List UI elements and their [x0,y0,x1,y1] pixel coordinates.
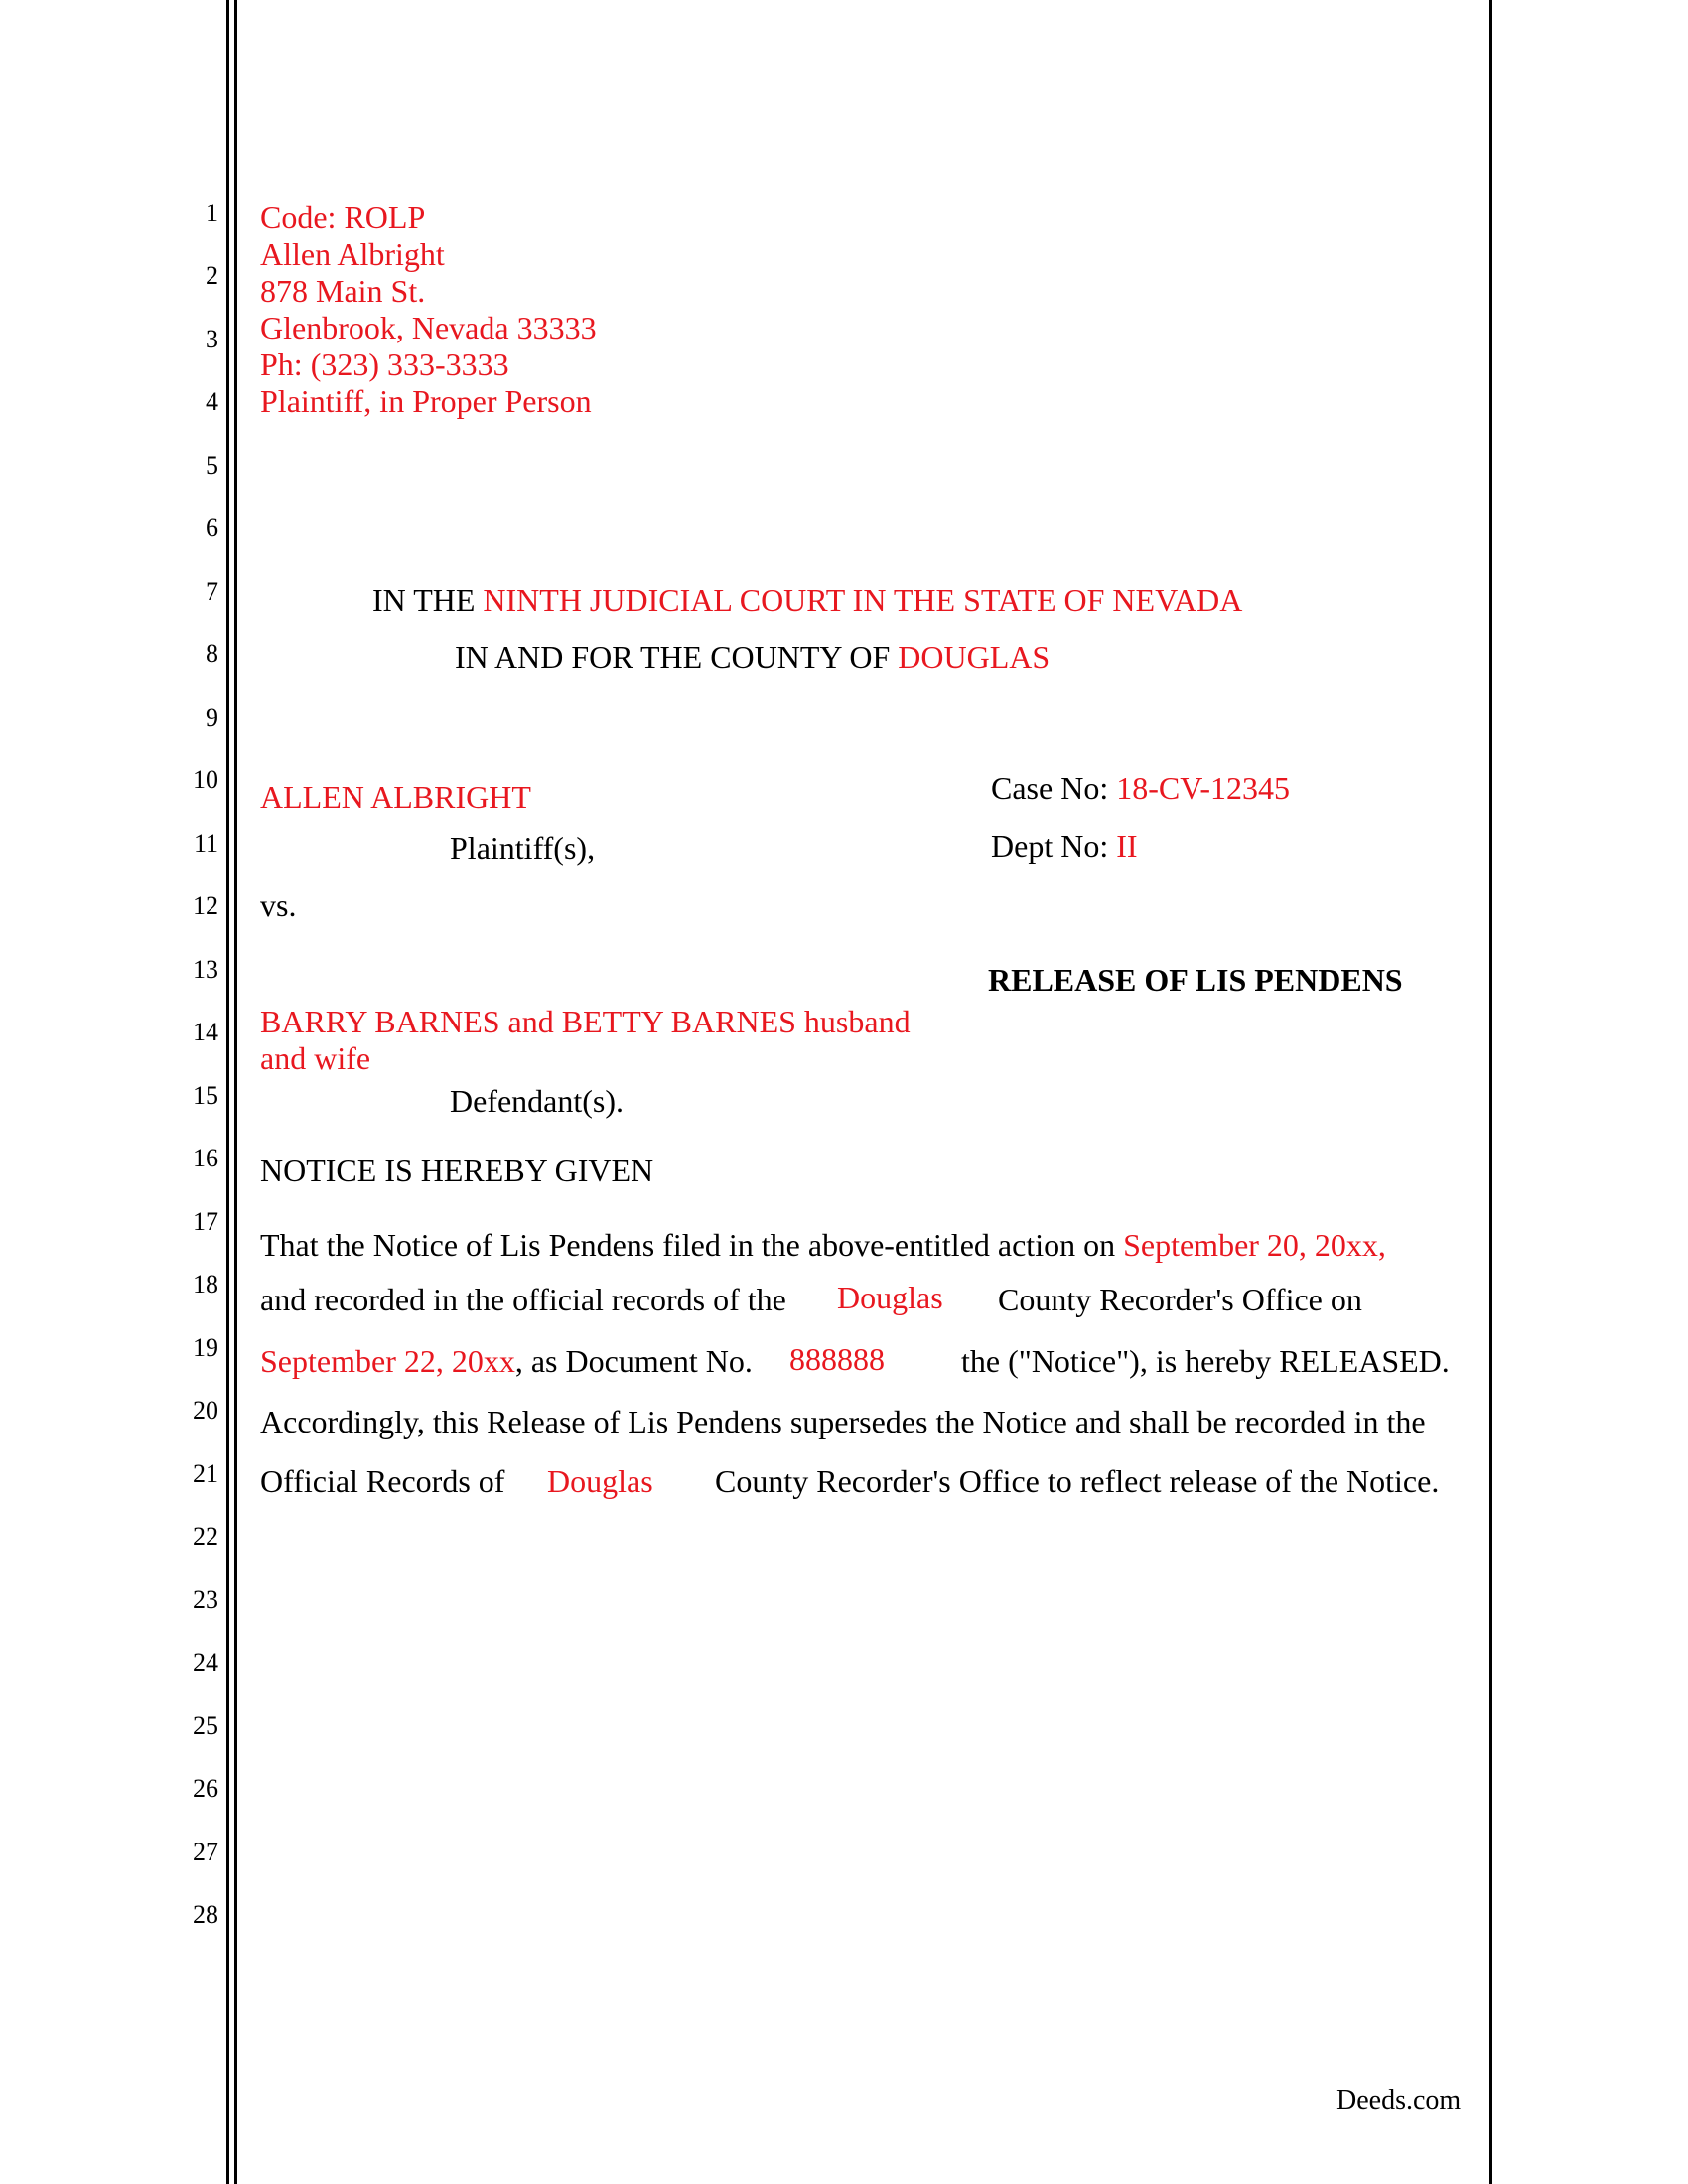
body-line-19 [260,1342,753,1380]
line-number: 7 [206,577,218,606]
line-number: 3 [206,325,218,353]
line-number: 16 [193,1144,218,1172]
notice-recorded-date: September 22, 20xx [260,1343,515,1379]
county-prefix: IN AND FOR THE COUNTY OF [455,639,891,675]
line-number: 1 [206,199,218,227]
party-phone: Ph: (323) 333-3333 [260,346,509,382]
notice-heading: NOTICE IS HEREBY GIVEN [260,1153,654,1188]
line-number: 6 [206,513,218,542]
dept-label: Dept No: [991,828,1109,864]
plaintiff-name: ALLEN ALBRIGHT [260,779,531,815]
footer-brand: Deeds.com [1336,2085,1462,2116]
line-number: 15 [193,1081,218,1110]
line-number: 26 [193,1774,218,1803]
body-line-21 [260,1462,504,1500]
line-number: 2 [206,261,218,290]
body-text: the ("Notice"), is hereby RELEASED. [961,1343,1450,1379]
defendant-name-line2: and wife [260,1040,371,1076]
line-number: 19 [193,1333,218,1362]
recorder-county: Douglas [837,1280,943,1315]
line-number: 23 [193,1585,218,1614]
dept-number: II [1116,828,1138,864]
body-text: County Recorder's Office on [998,1282,1362,1317]
county-heading [455,638,1050,676]
court-heading [372,581,1242,618]
line-number: 25 [193,1711,218,1740]
document-number: 888888 [789,1341,885,1377]
notice-filed-date: September 20, 20xx, [1123,1227,1386,1263]
line-number: 14 [193,1018,218,1046]
line-number: 20 [193,1396,218,1425]
line-number: 28 [193,1900,218,1929]
body-text: , as Document No. [514,1343,753,1379]
county-name: DOUGLAS [898,639,1051,675]
line-number: 21 [193,1459,218,1488]
body-text: County Recorder's Office to reflect release of the Notice. [715,1463,1440,1499]
body-text: and recorded in the official records of the [260,1282,786,1317]
case-number: 18-CV-12345 [1116,770,1291,806]
line-number: 17 [193,1207,218,1236]
defendant-label: Defendant(s). [450,1083,625,1119]
party-role: Plaintiff, in Proper Person [260,383,592,419]
plaintiff-label: Plaintiff(s), [450,830,596,866]
body-text: Official Records of [260,1463,505,1499]
line-number: 9 [206,703,218,732]
line-number: 8 [206,639,218,668]
line-number: 11 [193,829,218,858]
case-label: Case No: [991,770,1109,806]
records-county: Douglas [547,1463,653,1499]
line-number: 27 [193,1838,218,1866]
line-number: 5 [206,451,218,479]
court-name: NINTH JUDICIAL COURT IN THE STATE OF NEVADA [483,582,1243,617]
party-city: Glenbrook, Nevada 33333 [260,310,597,345]
body-line-17 [260,1226,1386,1264]
line-number: 10 [193,765,218,794]
right-margin-rule [1489,0,1492,2184]
line-number: 12 [193,891,218,920]
body-line-18 [260,1281,786,1318]
line-number: 22 [193,1522,218,1551]
versus: vs. [260,887,297,923]
document-code: Code: ROLP [260,200,426,235]
court-prefix: IN THE [372,582,476,617]
party-name: Allen Albright [260,236,445,272]
body-text: That the Notice of Lis Pendens filed in the above-entitled action on [260,1227,1116,1263]
dept-number-line [991,827,1138,865]
line-number: 4 [206,387,218,416]
document-title: RELEASE OF LIS PENDENS [988,962,1403,998]
party-street: 878 Main St. [260,273,426,309]
defendant-name-line1: BARRY BARNES and BETTY BARNES husband [260,1004,911,1039]
line-number: 18 [193,1270,218,1298]
line-number: 13 [193,955,218,984]
line-number: 24 [193,1648,218,1677]
left-margin-rule-outer [226,0,229,2184]
case-number-line [991,769,1290,807]
left-margin-rule-inner [234,0,237,2184]
body-line-20: Accordingly, this Release of Lis Pendens supersedes the Notice and shall be recorded in the [260,1404,1426,1439]
